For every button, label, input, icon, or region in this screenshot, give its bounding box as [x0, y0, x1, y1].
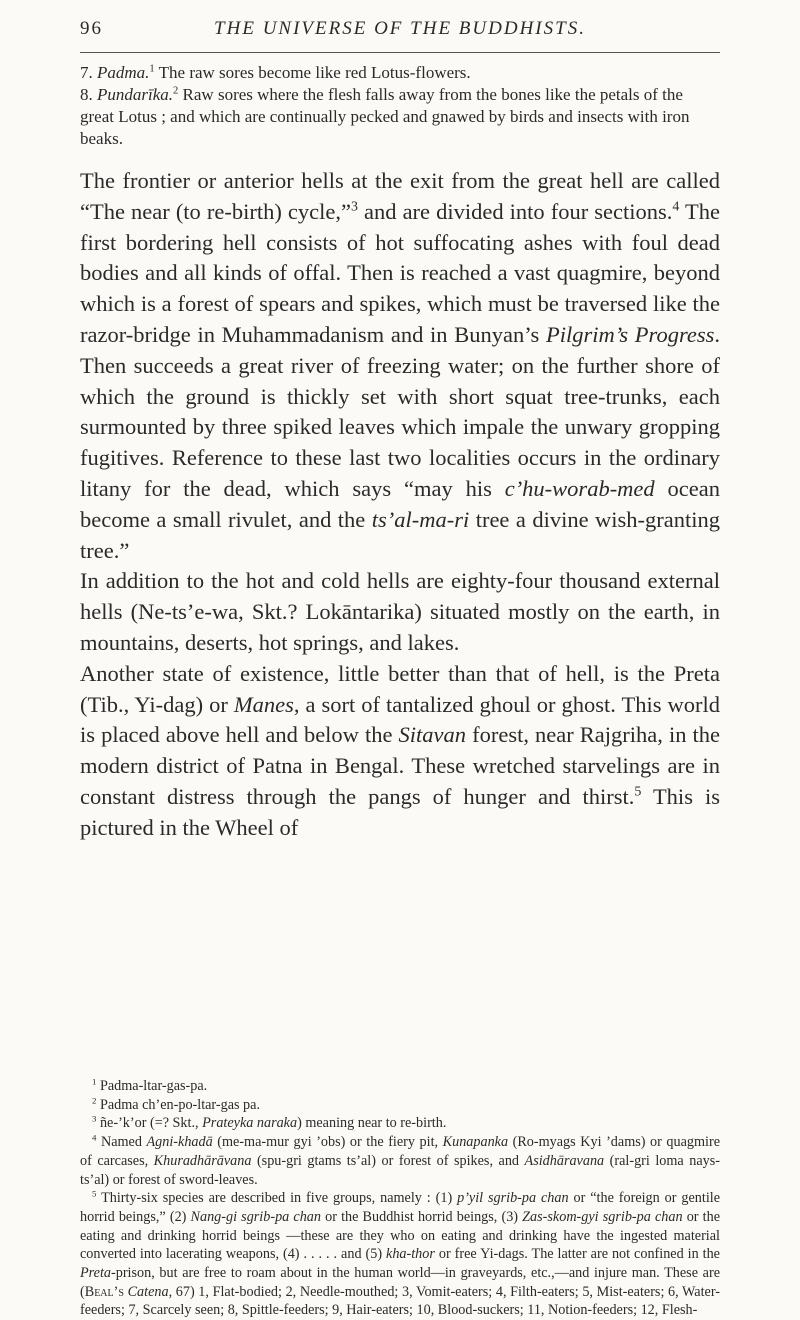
- footnote-text: or “the foreign or gentile horrid beings,” (2): [80, 1190, 720, 1225]
- footnote-marker[interactable]: 1: [149, 63, 155, 75]
- footnote-italic: p’yil sgrib-pa chan: [457, 1190, 569, 1207]
- main-text: [80, 62, 720, 844]
- footnote-text: -prison, but are free to roam about in the human world—in graveyards, etc.,—and injure man. These are (: [80, 1265, 720, 1300]
- paragraph-frontier-hells: [80, 166, 720, 566]
- entry-text: Raw sores where the flesh falls away from the bones like the petals of the great Lotus ; and which are continually pecked and gnawed by birds and insects with iron beaks.: [80, 85, 690, 148]
- footnote-italic: Catena: [127, 1283, 169, 1300]
- page-number: 96: [80, 18, 103, 39]
- text-run: The first bordering hell consists of hot suffocating ashes with foul dead bodies and all kinds of offal. Then is reached a vast quagmire, beyond which is a forest of spears and spikes, which must be traversed like the razor-bridge in Muhammadanism and in Bunyan’s: [80, 198, 720, 347]
- italic-term: Sitavan: [398, 722, 467, 748]
- footnote-text: ) meaning near to re-birth.: [297, 1115, 447, 1132]
- footnote-italic: Preta: [80, 1265, 111, 1282]
- footnote-number: 3: [92, 1113, 97, 1124]
- text-run: This is pictured in the Wheel of: [80, 783, 720, 840]
- footnote-text: , 67) 1, Flat-bodied; 2, Needle-mouthed; 3, Vomit-eaters; 4, Filth-eaters; 5, Mist-eaters; 6, Water-feeders; 7, Scarcely seen; 8, Spittle-feeders; 9, Hair-eaters; 10, Blood-suckers; 11, Notion-feeders; 12, Flesh-: [80, 1283, 721, 1319]
- header-rule: [80, 52, 720, 53]
- footnote-marker[interactable]: 5: [634, 784, 642, 800]
- footnote-text: or free Yi-dags. The latter are not confined in the: [434, 1246, 720, 1263]
- footnote-4: [80, 1133, 720, 1189]
- footnote-italic: Nang-gi sgrib-pa chan: [190, 1208, 321, 1225]
- footnote-text: (spu-gri gtams ts’al) or forest of spikes, and: [251, 1152, 525, 1169]
- hell-entry-7: [80, 62, 720, 84]
- text-run: , a sort of tantalized ghoul or ghost. This world is placed above hell and below the: [80, 691, 720, 748]
- footnote-italic: Zas-skom-gyi sgrib-pa chan: [522, 1208, 683, 1225]
- footnote-italic: Khuradhārāvana: [153, 1152, 252, 1169]
- paragraph-preta: [80, 659, 720, 844]
- entry-number: 7.: [80, 63, 93, 82]
- text-run: tree a divine wish-granting tree.”: [80, 506, 720, 563]
- text-run: The frontier or anterior hells at the exit from the great hell are called “The near (to re-birth) cycle,”: [80, 168, 720, 224]
- text-run: Another state of existence, little better than that of hell, is the Preta (Tib., Yi-dag) or: [80, 660, 720, 717]
- entry-text: The raw sores become like red Lotus-flowers.: [158, 63, 471, 82]
- footnote-italic: kha-thor: [386, 1246, 435, 1263]
- italic-title: Pilgrim’s Progress: [545, 321, 715, 347]
- footnote-smallcaps: Beal’s: [84, 1283, 124, 1300]
- hell-entry-8: [80, 84, 720, 150]
- footnote-text: Named: [100, 1134, 147, 1151]
- text-run: ocean become a small rivulet, and the: [80, 475, 720, 532]
- text-run: In addition to the hot and cold hells are eighty-four thousand external hells (Ne-ts’e-wa, Skt.? Lokāntarika) situated mostly on the earth, in mountains, deserts, hot springs, and lakes.: [80, 568, 720, 655]
- footnote-number: 4: [92, 1132, 97, 1143]
- footnote-text: Padma ch’en-po-ltar-gas pa.: [99, 1096, 260, 1113]
- footnote-text: ñe-’k’or (=? Skt.,: [99, 1115, 203, 1132]
- italic-term: ts’al-ma-ri: [371, 506, 470, 532]
- entry-name: Pundarīka.: [97, 85, 174, 104]
- footnote-text: (ral-gri loma nays-ts’al) or forest of sword-leaves.: [80, 1152, 720, 1188]
- footnote-marker[interactable]: 4: [672, 199, 680, 215]
- footnote-text: Thirty-six species are described in five groups, namely : (1): [101, 1190, 458, 1207]
- footnote-number: 1: [92, 1076, 97, 1087]
- footnote-italic: Kunapanka: [442, 1134, 509, 1151]
- italic-term: Manes: [233, 691, 294, 717]
- footnote-3: [80, 1114, 720, 1133]
- running-head: [80, 14, 720, 44]
- footnote-number: 5: [92, 1188, 97, 1199]
- text-run: . Then succeeds a great river of freezing water; on the further shore of which the ground is thickly set with short squat tree-trunks, each surmounted by three spiked leaves which impale the unwary gropping fugitives. Reference to these last two localities occurs in the ordinary litany for the dead, which says “may his: [80, 321, 721, 501]
- entry-number: 8.: [80, 85, 93, 104]
- footnote-marker[interactable]: 2: [173, 85, 179, 97]
- footnote-italic: Prateyka naraka: [202, 1115, 298, 1132]
- footnotes: [80, 1077, 720, 1320]
- footnote-italic: Asidhāravana: [524, 1152, 605, 1169]
- footnote-text: (Ro-myags Kyi ’dams) or quagmire of carcases,: [80, 1134, 720, 1169]
- footnote-text: or the Buddhist horrid beings, (3): [320, 1208, 523, 1225]
- paragraph-external-hells: [80, 566, 720, 658]
- footnote-number: 2: [92, 1094, 97, 1105]
- text-run: and are divided into four sections.: [357, 198, 673, 224]
- footnote-italic: Agni-khadā: [146, 1134, 213, 1151]
- entry-name: Padma.: [97, 63, 150, 82]
- text-run: forest, near Rajgriha, in the modern district of Patna in Bengal. These wretched starvelings are in constant distress through the pangs of hunger and thirst.: [80, 722, 720, 809]
- footnote-text: Padma-ltar-gas-pa.: [99, 1078, 208, 1094]
- running-title: THE UNIVERSE OF THE BUDDHISTS.: [214, 18, 586, 39]
- footnote-marker[interactable]: 3: [350, 199, 358, 215]
- footnote-text: (me-ma-mur gyi ’obs) or the fiery pit,: [212, 1134, 443, 1151]
- footnote-5: [80, 1189, 720, 1320]
- italic-term: c’hu-worab-med: [504, 475, 655, 501]
- footnote-text: or the eating and drinking horrid beings —these are they who on eating and drinking have the ingested material converted into lacerating weapons, (4) . . . . . and (5): [80, 1208, 720, 1263]
- footnote-1: [80, 1077, 720, 1096]
- footnote-2: [80, 1096, 720, 1115]
